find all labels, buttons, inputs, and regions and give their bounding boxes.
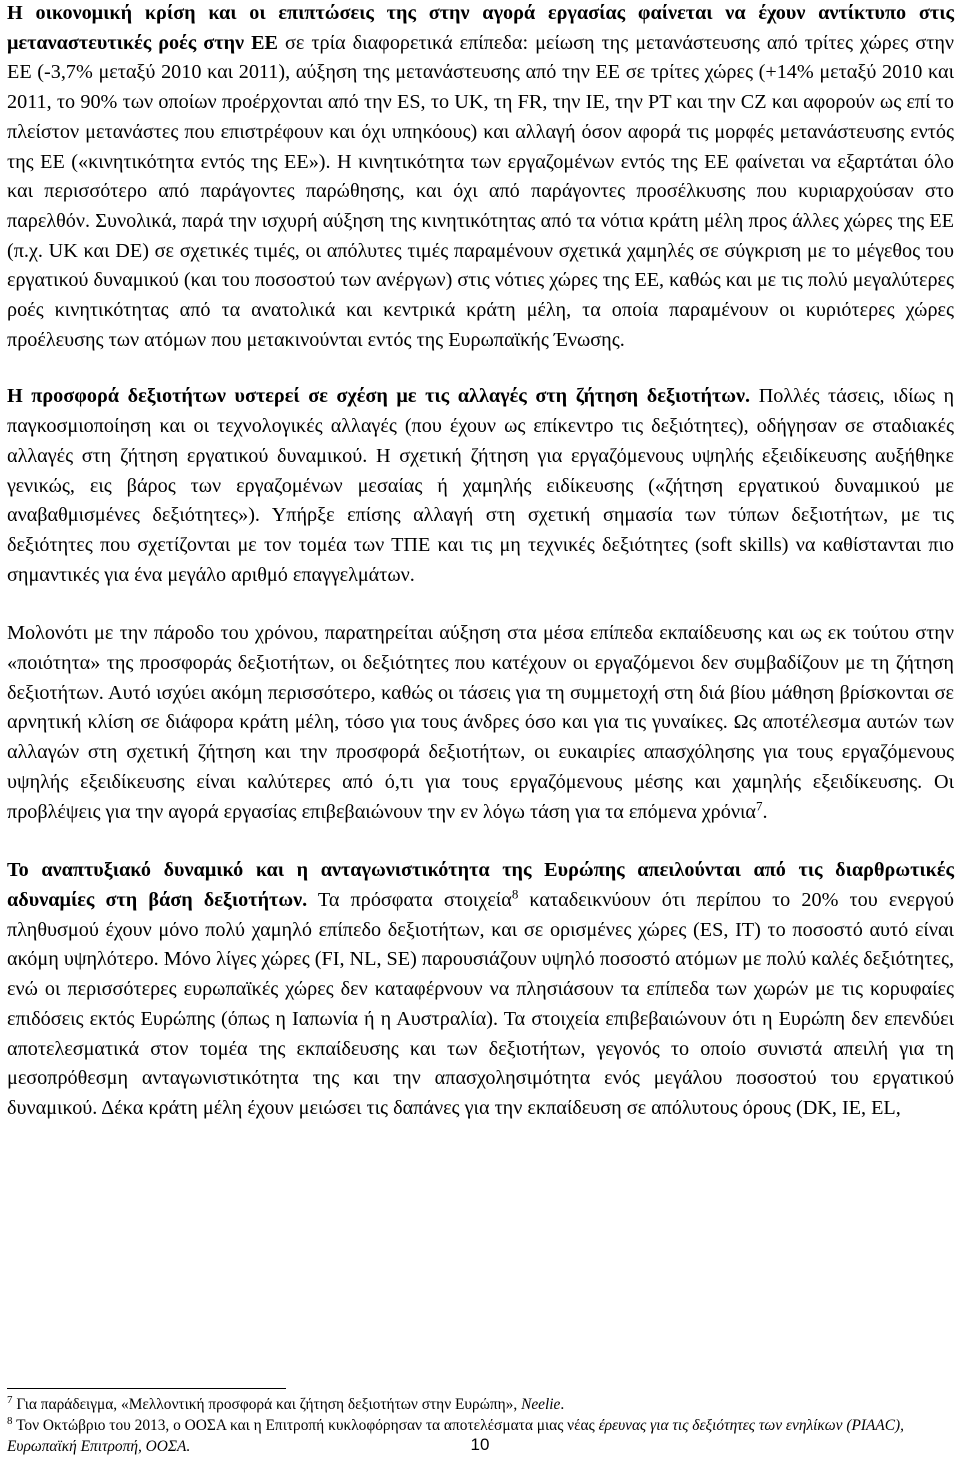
footnote-ref-7[interactable]: 7 [755,797,763,813]
footnote-italic: έρευνας για τις δεξιότητες των ενηλίκων (PIAAC), Ευρωπαϊκή Επιτροπή, ΟΟΣΑ. [7,1417,905,1456]
paragraph-heading: Το αναπτυξιακό δυναμικό και η ανταγωνιστικότητα της Ευρώπης απειλούνται από τις διαρθρωτικές αδυναμίες στη βάση δεξιοτήτων. [7,859,954,911]
paragraph-heading: Η οικονομική κρίση και οι επιπτώσεις της στην αγορά εργασίας φαίνεται να έχουν αντίκτυπο στις μεταναστευτικές ροές στην ΕΕ [7,2,954,54]
footnote-text: Τον Οκτώβριο του 2013, ο ΟΟΣΑ και η Επιτροπή κυκλοφόρησαν τα αποτελέσματα μιας νέας [12,1417,599,1435]
paragraph-competitiveness [7,856,954,1123]
paragraph-migration [7,0,954,355]
paragraph-skills-supply [7,382,954,590]
paragraph-text: σε τρία διαφορετικά επίπεδα: μείωση της μετανάστευσης από τρίτες χώρες στην ΕΕ (-3,7% μεταξύ 2010 και 2011), αύξηση της μετανάστευσης από την ΕΕ σε τρίτες χώρες (+14% μεταξύ 2010 και 2011, το 90% των οποίων προέρχονται από την ES, το UK, τη FR, την IE, την PT και την CZ και αφορούν ως επί το πλείστον μετανάστες που επιστρέφουν και όχι υπηκόους) και αλλαγή όσον αφορά τις μορφές μετανάστευσης εντός της ΕΕ («κινητικότητα εντός της ΕΕ»). Η κινητικότητα των εργαζομένων εντός της ΕΕ φαίνεται να εξαρτάται όλο και περισσότερο από παράγοντες παρώθησης, και όχι από παράγοντες προσέλκυσης που κυριαρχούσαν στο παρελθόν. Συνολικά, παρά την ισχυρή αύξηση της κινητικότητας από τα νότια κράτη μέλη προς άλλες χώρες της ΕΕ (π.χ. UK και DE) σε σχετικές τιμές, οι απόλυτες τιμές παραμένουν σχετικά χαμηλές σε σύγκριση με το μέγεθος του εργατικού δυναμικού (και του ποσοστού των ανέργων) στις νότιες χώρες της ΕΕ, καθώς και με τις πολύ μεγαλύτερες ροές κινητικότητας από τα ανατολικά και κεντρικά κράτη μέλη, τα οποία παραμένουν οι κυριότερες χώρες προέλευσης των ατόμων που μετακινούνται εντός της Ευρωπαϊκής Ένωσης. [7,31,955,351]
footnote-ref-8[interactable]: 8 [511,886,519,902]
page-number: 10 [470,1435,490,1454]
paragraph-text: Μολονότι με την πάροδο του χρόνου, παρατηρείται αύξηση στα μέσα επίπεδα εκπαίδευσης και ως εκ τούτου στην «ποιότητα» της προσφοράς δεξιοτήτων, οι δεξιότητες που κατέχουν οι εργαζόμενοι δεν συμβαδίζουν με τη ζήτηση δεξιοτήτων. Αυτό ισχύει ακόμη περισσότερο, καθώς οι τάσεις για τη συμμετοχή στη διά βίου μάθηση βρίσκονται σε αρνητική κλίση σε διάφορα κράτη μέλη, τόσο για τους άνδρες όσο και για τις γυναίκες. Ως αποτέλεσμα αυτών των αλλαγών στη σχετική ζήτηση και την προσφορά δεξιοτήτων, οι ευκαιρίες απασχόλησης για τους εργαζόμενους υψηλής εξειδίκευσης είναι καλύτερες από ό,τι για τους εργαζόμενους μέσης και χαμηλής εξειδίκευσης. Οι προβλέψεις για την αγορά εργασίας επιβεβαιώνουν την εν λόγω τάση για τα επόμενα χρόνια [7,622,954,823]
footnote-text: Για παράδειγμα, «Μελλοντική προσφορά και ζήτηση δεξιοτήτων στην Ευρώπη», [12,1396,522,1413]
footnote-tail: . [560,1396,565,1413]
paragraph-tail: . [762,800,768,823]
paragraph-education-levels [7,619,954,827]
footnote-italic: Neelie [521,1396,561,1413]
footnote-7 [7,1394,952,1415]
footnote-number: 7 [7,1393,13,1406]
paragraph-text: Πολλές τάσεις, ιδίως η παγκοσμιοποίηση και οι τεχνολογικές αλλαγές (που έχουν ως επίκεντρο τις δεξιότητες), οδήγησαν σε σταδιακές αλλαγές στη ζήτηση εργατικού δυναμικού. Η σχετική ζήτηση για εργαζόμενους υψηλής εξειδίκευσης αυξήθηκε γενικώς, εις βάρος των εργαζομένων μεσαίας ή χαμηλής ειδίκευσης («ζήτηση εργατικού δυναμικού με αναβαθμισμένες δεξιότητες»). Υπήρξε επίσης αλλαγή στη σχετική σημασία των τύπων δεξιοτήτων, με τις δεξιότητες που σχετίζονται με τον τομέα των ΤΠΕ και τις μη τεχνικές δεξιότητες (soft skills) να καθίστανται πιο σημαντικές για ένα μεγάλο αριθμό επαγγελμάτων. [7,385,954,586]
footnote-divider [7,1388,286,1389]
paragraph-text-continued: καταδεικνύουν ότι περίπου το 20% του ενεργού πληθυσμού έχουν μόνο πολύ χαμηλό επίπεδο δεξιοτήτων, και σε ορισμένες χώρες (ES, IT) το ποσοστό αυτό είναι ακόμη υψηλότερο. Μόνο λίγες χώρες (FI, NL, SE) παρουσιάζουν υψηλό ποσοστό ατόμων με πολύ καλές δεξιότητες, ενώ οι περισσότερες ευρωπαϊκές χώρες δεν καταφέρνουν να πλησιάσουν τα επίπεδα των χωρών με τις κορυφαίες επιδόσεις εκτός Ευρώπης (όπως η Ιαπωνία ή η Αυστραλία). Τα στοιχεία επιβεβαιώνουν ότι η Ευρώπη δεν επενδύει αποτελεσματικά στον τομέα της εκπαίδευσης και των δεξιοτήτων, γεγονός το οποίο συνιστά απειλή για τη μεσοπρόθεσμη ανταγωνιστικότητα της και την απασχολησιμότητα ενός μεγάλου ποσοστού του εργατικού δυναμικού. Δέκα κράτη μέλη έχουν μειώσει τις δαπάνες για την εκπαίδευση σε απόλυτους όρους (DK, IE, EL, [7,888,955,1119]
footnote-number: 8 [7,1415,13,1428]
document-page [7,0,954,1460]
paragraph-heading: Η προσφορά δεξιοτήτων υστερεί σε σχέση με τις αλλαγές στη ζήτηση δεξιοτήτων. [7,385,751,408]
paragraph-text: Τα πρόσφατα στοιχεία [307,888,512,911]
